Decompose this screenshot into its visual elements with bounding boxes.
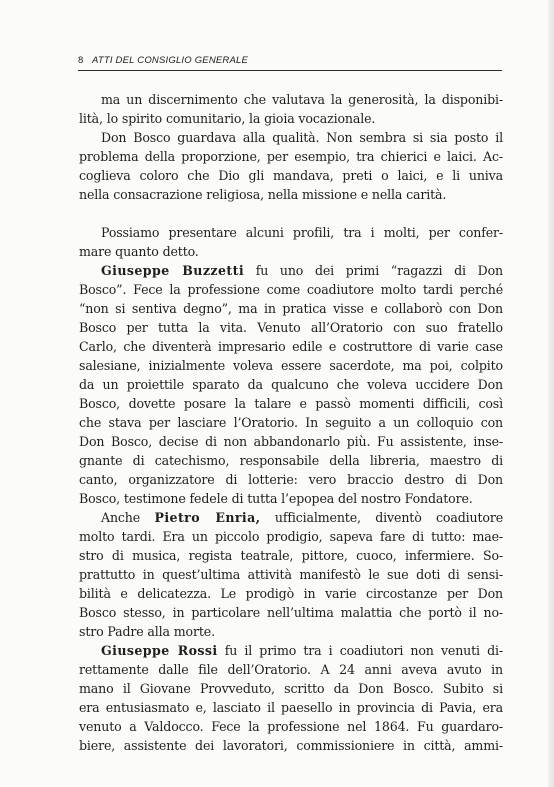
text-run: ufficialmente, diventò coadiutore [260,510,503,525]
text-line [79,641,503,660]
text-line: gnante di catechismo, responsabile della libreria, maestro di [79,453,503,468]
text-line: Don Bosco, decise di non abbandonarlo più. Fu assistente, inse- [79,434,503,449]
text-line: salesiane, inizialmente voleva essere sacerdote, ma poi, colpito [79,358,503,373]
page-body [79,90,503,755]
text-line: prattutto in quest’ultima attività manifestò le sue doti di sensi- [79,567,503,582]
running-title: ATTI DEL CONSIGLIO GENERALE [92,55,249,66]
text-line: ma un discernimento che valutava la generosità, la disponibi- [101,92,503,107]
text-line: problema della proporzione, per esempio, tra chierici e laici. Ac- [79,149,503,164]
text-line: nella consacrazione religiosa, nella missione e nella carità. [79,187,447,202]
text-line: Bosco, dovette posare la talare e passò momenti difficili, così [79,396,503,411]
text-line: lità, lo spirito comunitario, la gioia vocazionale. [79,111,376,126]
person-name: Giuseppe Buzzetti [101,263,244,278]
text-line: molto tardi. Era un piccolo prodigio, sapeva fare di tutto: mae- [79,529,503,544]
person-name: Giuseppe Rossi [101,643,218,658]
page-number: 8 [78,55,84,66]
text-line: che stava per lasciare l’Oratorio. In seguito a un colloquio con [79,415,503,430]
text-line: Don Bosco guardava alla qualità. Non sembra si sia posto il [101,130,503,145]
text-line: bilità e delicatezza. Le prodigò in varie circostanze per Don [79,586,503,601]
text-run: Anche [101,510,155,525]
text-line [79,508,503,527]
text-line: stro di musica, regista teatrale, pittore, cuoco, infermiere. So- [79,548,503,563]
text-line: canto, organizzatore di lotterie: vero braccio destro di Don [79,472,503,487]
text-line: Bosco per tutta la vita. Venuto all’Oratorio con suo fratello [79,320,503,335]
text-line: coglieva coloro che Dio gli mandava, preti o laici, e li univa [79,168,503,183]
text-line: mano il Giovane Provveduto, scritto da Don Bosco. Subito si [79,681,503,696]
text-run: fu il primo tra i coadiutori non venuti di- [217,643,503,658]
text-line: mare quanto detto. [79,244,199,259]
text-line: Possiamo presentare alcuni profili, tra i molti, per confer- [101,225,503,240]
text-line: venuto a Valdocco. Fece la professione nel 1864. Fu guardaro- [79,719,503,734]
text-line [79,261,503,280]
text-run: fu uno dei primi “ragazzi di Don [244,263,503,278]
text-line: era entusiasmato e, lasciato il paesello in provincia di Pavia, era [79,700,503,715]
text-line: Bosco”. Fece la professione come coadiutore molto tardi perché [79,282,503,297]
person-name: Pietro Enria, [154,510,261,525]
text-line: “non si sentiva degno”, ma in pratica visse e collaborò con Don [79,301,503,316]
text-line: Carlo, che diventerà impresario edile e costruttore di varie case [79,339,503,354]
text-line: Bosco stesso, in particolare nell’ultima malattia che portò il no- [79,605,503,620]
paragraph-gap [79,204,503,223]
running-header [78,52,502,71]
text-line: stro Padre alla morte. [79,624,215,639]
text-line: biere, assistente dei lavoratori, commissioniere in città, ammi- [79,738,503,753]
text-line: rettamente dalle file dell’Oratorio. A 24 anni aveva avuto in [79,662,503,677]
page-spine-shadow [548,0,554,787]
text-line: Bosco, testimone fedele di tutta l’epopea del nostro Fondatore. [79,491,473,506]
text-line: da un proiettile sparato da qualcuno che voleva uccidere Don [79,377,503,392]
